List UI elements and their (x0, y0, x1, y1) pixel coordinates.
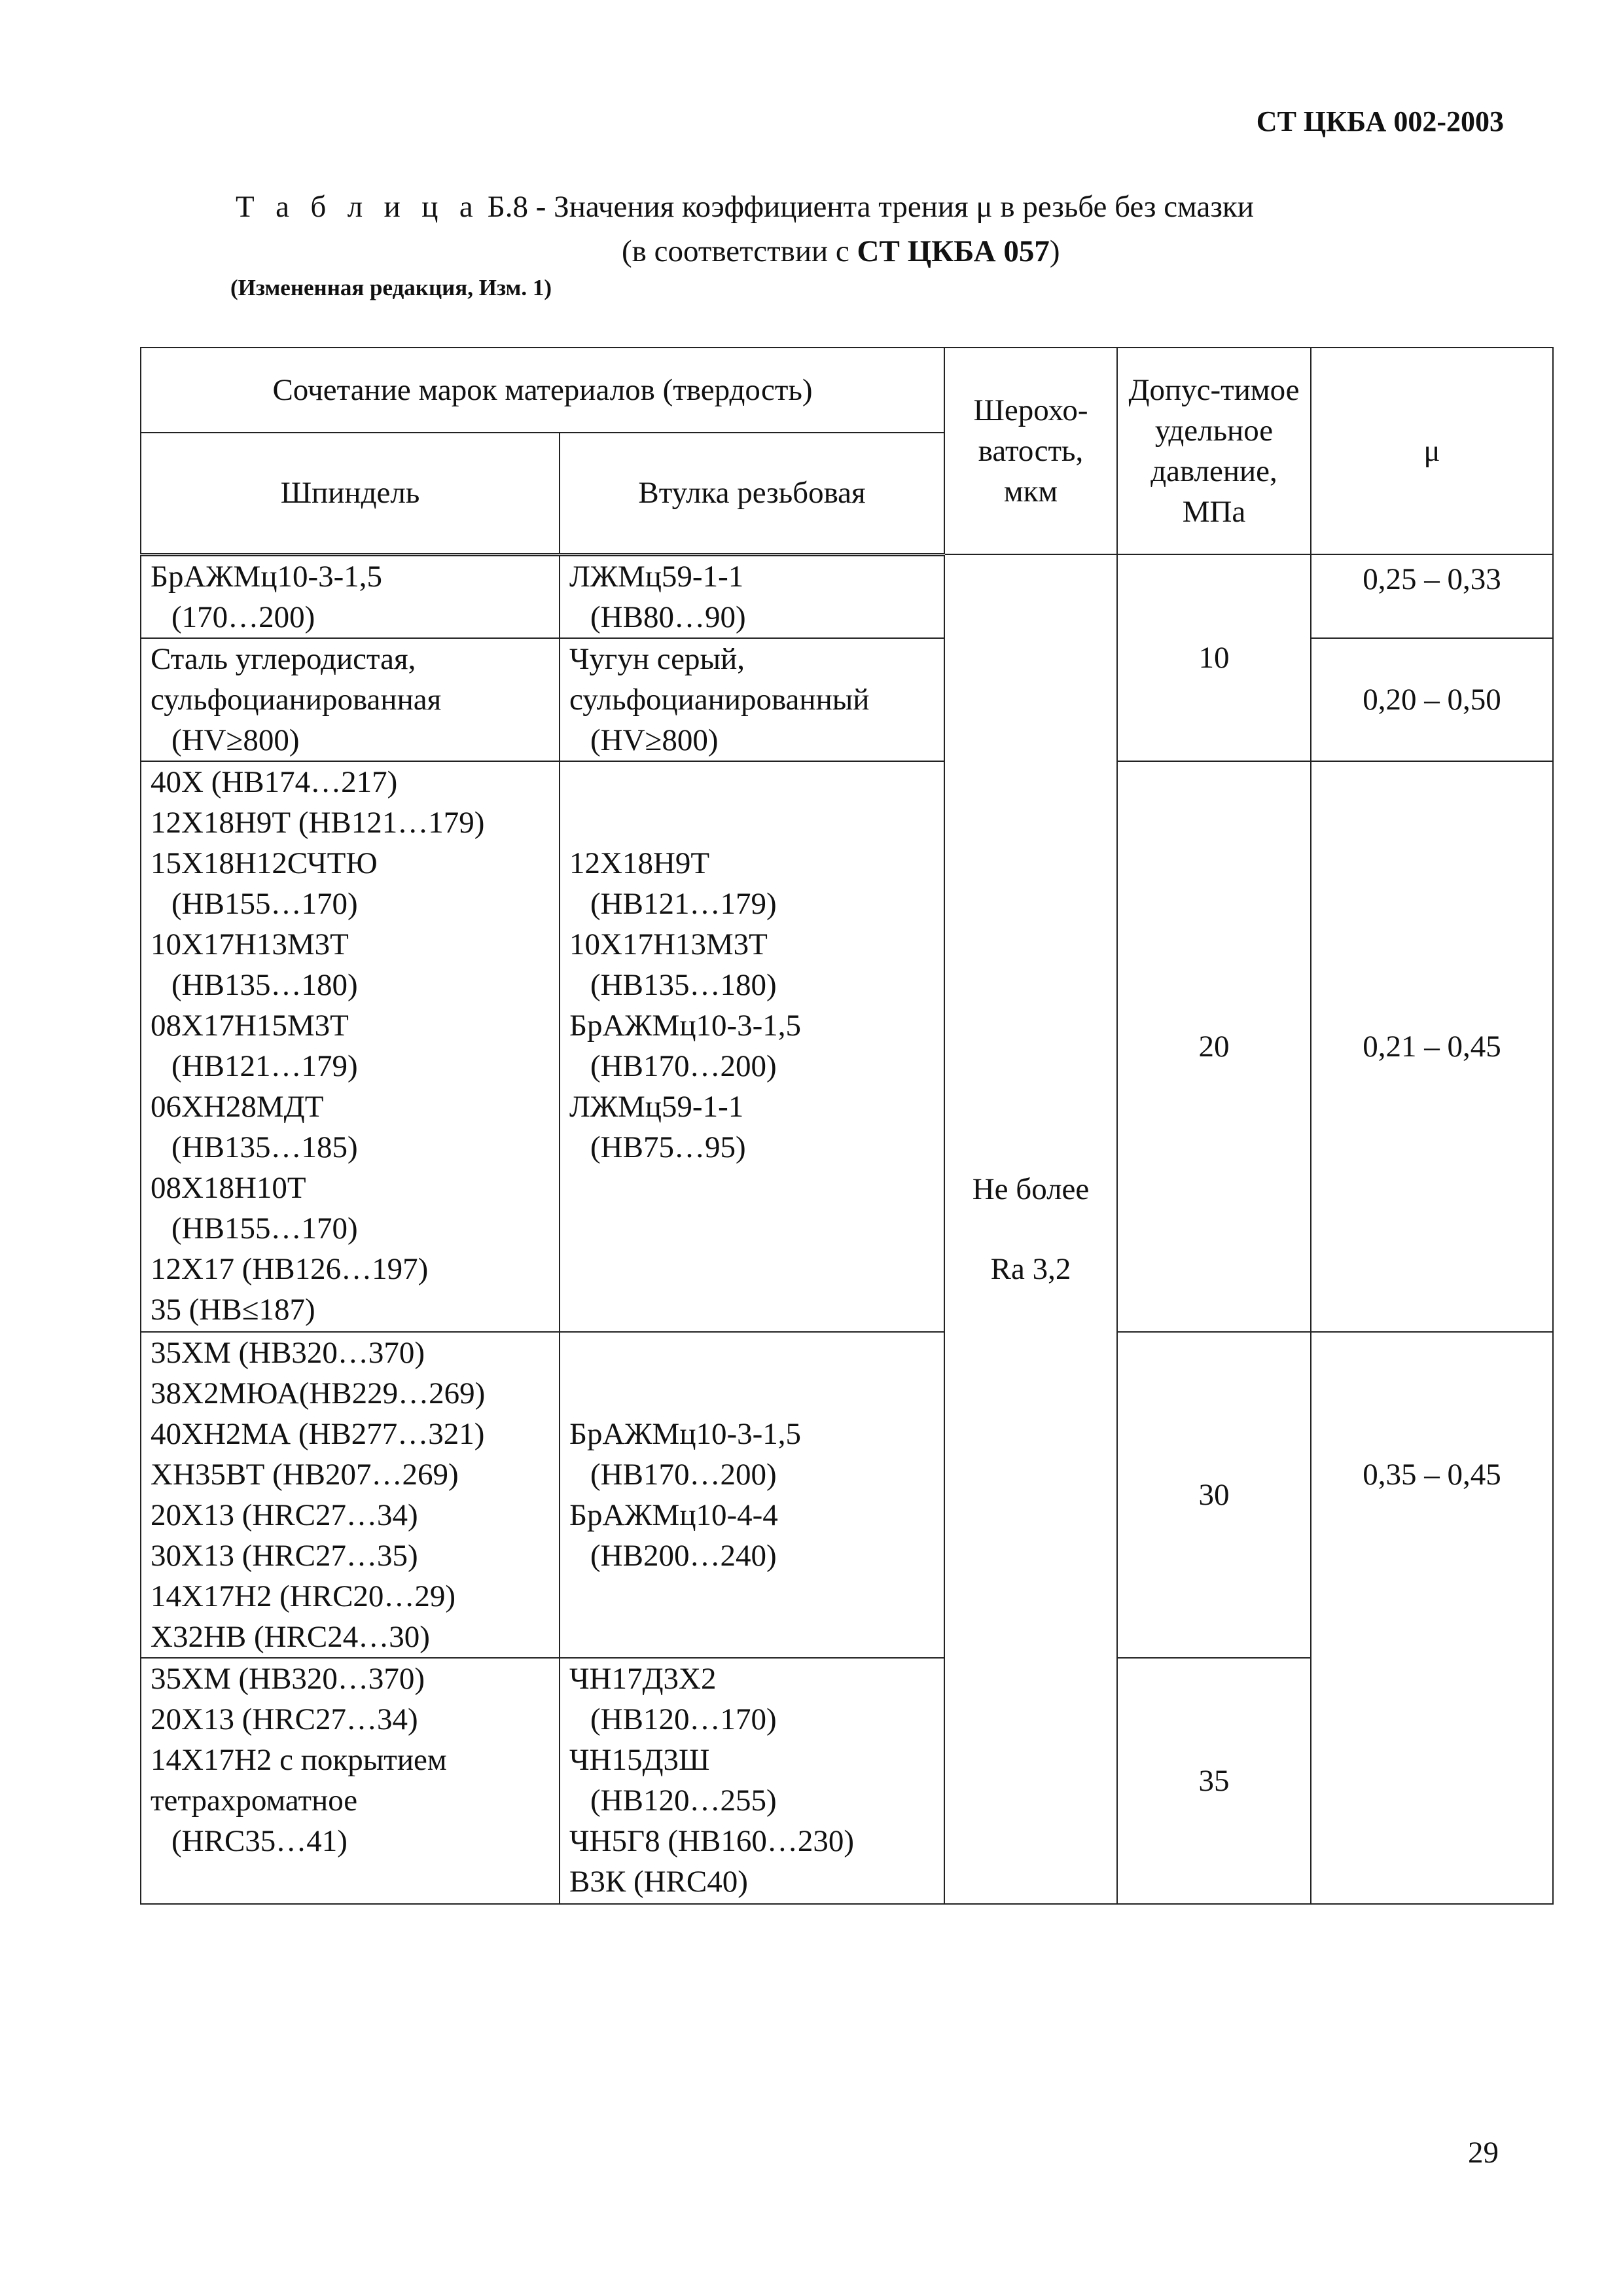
caption-title: - Значения коэффициента трения μ в резьбе без смазки (528, 190, 1254, 224)
cell-bushing-3 (560, 761, 944, 1332)
spindle-material: 15Х18Н12СЧТЮ (151, 846, 378, 880)
spindle-material: Х32НВ (HRC24…30) (151, 1619, 430, 1654)
header-pressure: Допус-тимое удельное давление, МПа (1117, 348, 1311, 554)
spindle-material: 30Х13 (HRC27…35) (151, 1538, 418, 1573)
cell-mu-4: 0,35 – 0,45 (1311, 1332, 1553, 1904)
spindle-material: 20Х13 (HRC27…34) (151, 1498, 418, 1532)
cell-pressure-4: 35 (1117, 1658, 1311, 1904)
spindle-material: 35ХМ (НВ320…370) (151, 1335, 425, 1370)
spindle-material: 35 (НВ≤187) (151, 1292, 315, 1327)
cell-pressure-1: 10 (1117, 554, 1311, 761)
spindle-hardness: (НВ121…179) (171, 1049, 358, 1083)
spindle-material: тетрахроматное (151, 1783, 358, 1818)
bushing-material: ЧН15Д3Ш (569, 1742, 710, 1777)
bushing-hardness: (НВ120…170) (590, 1702, 777, 1736)
header-bushing: Втулка резьбовая (560, 433, 944, 554)
spindle-hardness: (НВ155…170) (171, 1211, 358, 1246)
spindle-material: 08Х17Н15М3Т (151, 1008, 349, 1043)
bushing-hardness: (НВ135…180) (590, 967, 777, 1002)
cell-mu-1: 0,25 – 0,33 (1311, 554, 1553, 638)
cell-pressure-3: 30 (1117, 1332, 1311, 1658)
bushing-material: БрАЖМц10-3-1,5 (569, 1416, 802, 1451)
caption-line-1 (236, 185, 1309, 229)
caption-reference-prefix: (в соответствии с (622, 234, 857, 268)
cell-pressure-2: 20 (1117, 761, 1311, 1332)
spindle-hardness: (НВ135…185) (171, 1130, 358, 1164)
spindle-material: Сталь углеродистая, (151, 641, 416, 676)
spindle-material: 20Х13 (HRC27…34) (151, 1702, 418, 1736)
cell-mu-2: 0,20 – 0,50 (1311, 638, 1553, 761)
bushing-material: В3К (HRC40) (569, 1864, 748, 1899)
spindle-material: 38Х2МЮА(НВ229…269) (151, 1376, 486, 1410)
cell-spindle-4 (141, 1332, 560, 1658)
bushing-material: 10Х17Н13М3Т (569, 927, 768, 961)
spindle-material: 08Х18Н10Т (151, 1170, 306, 1205)
spindle-material: 14Х17Н2 (HRC20…29) (151, 1579, 456, 1613)
spindle-material: БрАЖМц10-3-1,5 (151, 559, 383, 594)
cell-roughness (944, 554, 1117, 1904)
bushing-hardness: (НВ75…95) (590, 1130, 746, 1164)
bushing-hardness: (НВ170…200) (590, 1049, 777, 1083)
bushing-hardness: (НВ170…200) (590, 1457, 777, 1492)
caption-table-id: Б.8 (487, 190, 529, 224)
bushing-material: сульфоцианированный (569, 682, 870, 717)
cell-spindle-1 (141, 554, 560, 638)
spindle-hardness: (НВ155…170) (171, 886, 358, 921)
document-code: СТ ЦКБА 002-2003 (1256, 105, 1504, 137)
bushing-material: ЛЖМц59-1-1 (569, 559, 744, 594)
header-mu: μ (1311, 348, 1553, 554)
revision-note: (Измененная редакция, Изм. 1) (230, 275, 552, 300)
bushing-material: ЛЖМц59-1-1 (569, 1089, 744, 1124)
spindle-material: 06ХН28МДТ (151, 1089, 324, 1124)
bushing-material: БрАЖМц10-4-4 (569, 1498, 778, 1532)
spindle-hardness: (HV≥800) (171, 723, 300, 757)
spindle-material: 10Х17Н13М3Т (151, 927, 349, 961)
cell-spindle-3 (141, 761, 560, 1332)
cell-spindle-5 (141, 1658, 560, 1904)
spindle-hardness: (НВ135…180) (171, 967, 358, 1002)
caption-reference-suffix: ) (1049, 234, 1060, 268)
bushing-hardness: (НВ121…179) (590, 886, 777, 921)
caption-line-2 (236, 229, 1309, 274)
bushing-hardness: (HV≥800) (590, 723, 719, 757)
header-roughness: Шерохо-ватость, мкм (944, 348, 1117, 554)
page-number: 29 (1468, 2136, 1499, 2170)
cell-bushing-5 (560, 1658, 944, 1904)
bushing-material: ЧН5Г8 (НВ160…230) (569, 1823, 855, 1858)
table-caption (236, 185, 1309, 274)
cell-spindle-2 (141, 638, 560, 761)
bushing-material: 12Х18Н9Т (569, 846, 710, 880)
spindle-material: 12Х17 (НВ126…197) (151, 1251, 429, 1286)
spindle-material: 40ХН2МА (НВ277…321) (151, 1416, 485, 1451)
spindle-material: 35ХМ (НВ320…370) (151, 1661, 425, 1696)
roughness-line-1: Не более (972, 1172, 1090, 1206)
spindle-hardness: (170…200) (171, 600, 315, 634)
bushing-hardness: (НВ120…255) (590, 1783, 777, 1818)
cell-bushing-4 (560, 1332, 944, 1658)
cell-bushing-1 (560, 554, 944, 638)
bushing-material: БрАЖМц10-3-1,5 (569, 1008, 802, 1043)
cell-bushing-2 (560, 638, 944, 761)
spindle-material: сульфоцианированная (151, 682, 442, 717)
spindle-material: 12Х18Н9Т (НВ121…179) (151, 805, 485, 840)
bushing-hardness: (НВ80…90) (590, 600, 746, 634)
bushing-material: ЧН17Д3Х2 (569, 1661, 717, 1696)
cell-mu-3: 0,21 – 0,45 (1311, 761, 1553, 1332)
friction-coefficient-table (140, 347, 1554, 1905)
bushing-hardness: (НВ200…240) (590, 1538, 777, 1573)
header-spindle: Шпиндель (141, 433, 560, 554)
roughness-line-2: Ra 3,2 (990, 1251, 1071, 1286)
spindle-material: ХН35ВТ (НВ207…269) (151, 1457, 459, 1492)
spindle-hardness: (HRC35…41) (171, 1823, 348, 1858)
spindle-material: 40Х (НВ174…217) (151, 764, 398, 799)
spindle-material: 14Х17Н2 с покрытием (151, 1742, 447, 1777)
header-materials: Сочетание марок материалов (твердость) (141, 348, 944, 433)
caption-reference-standard: СТ ЦКБА 057 (857, 234, 1050, 268)
caption-prefix: Т а б л и ц а (236, 190, 480, 224)
bushing-material: Чугун серый, (569, 641, 745, 676)
